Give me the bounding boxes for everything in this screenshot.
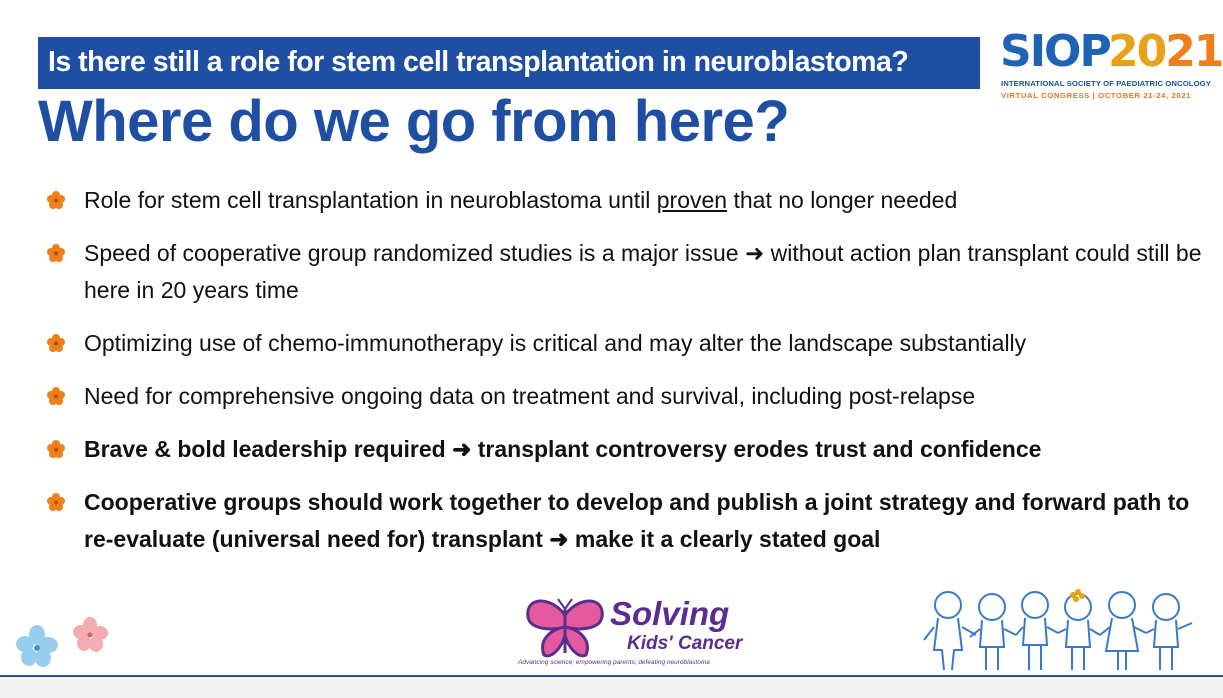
bullet-item: Role for stem cell transplantation in neuroblastoma until proven that no longer needed — [46, 182, 1216, 219]
banner — [38, 37, 980, 89]
flower-bullet-icon — [46, 439, 66, 459]
flower-bullet-icon — [46, 243, 66, 263]
bullet-item: Speed of cooperative group randomized studies is a major issue ➜ without action plan transplant could still be here in 20 years time — [46, 235, 1216, 309]
children-outline-icon — [920, 585, 1210, 670]
skc-kids-cancer: Kids' Cancer — [627, 633, 743, 654]
hibiscus-flowers-icon — [15, 615, 115, 675]
siop-logo-year: 2021 — [1108, 26, 1223, 77]
slide-title: Where do we go from here? — [38, 89, 790, 154]
bullet-item: Optimizing use of chemo-immunotherapy is critical and may alter the landscape substantially — [46, 325, 1216, 362]
bullet-item: Brave & bold leadership required ➜ transplant controversy erodes trust and confidence — [46, 431, 1216, 468]
skc-solving: Solving — [610, 595, 730, 632]
underlined-word: proven — [656, 187, 728, 213]
solving-kids-cancer-logo — [510, 595, 743, 670]
bullet-item: Cooperative groups should work together to develop and publish a joint strategy and forward path to re-evaluate (universal need for) transplant ➜ make it a clearly stated goal — [46, 484, 1216, 558]
banner-text: Is there still a role for stem cell transplantation in neuroblastoma? — [48, 46, 909, 78]
bullet-list — [46, 182, 1216, 574]
flower-bullet-icon — [46, 386, 66, 406]
flower-bullet-icon — [46, 190, 66, 210]
siop-logo-text: SIOP — [1000, 26, 1110, 77]
siop-congress: VIRTUAL CONGRESS | OCTOBER 21-24, 2021 — [1001, 91, 1191, 100]
butterfly-icon — [520, 595, 610, 661]
footer-strip — [0, 677, 1223, 698]
siop-org-name: INTERNATIONAL SOCIETY OF PAEDIATRIC ONCOLOGY — [1001, 79, 1211, 88]
flower-bullet-icon — [46, 492, 66, 512]
flower-bullet-icon — [46, 333, 66, 353]
siop-2021-logo — [1000, 26, 1223, 105]
bullet-item: Need for comprehensive ongoing data on treatment and survival, including post-relapse — [46, 378, 1216, 415]
skc-tagline: Advancing science; empowering parents; defeating neuroblastoma — [518, 659, 710, 666]
